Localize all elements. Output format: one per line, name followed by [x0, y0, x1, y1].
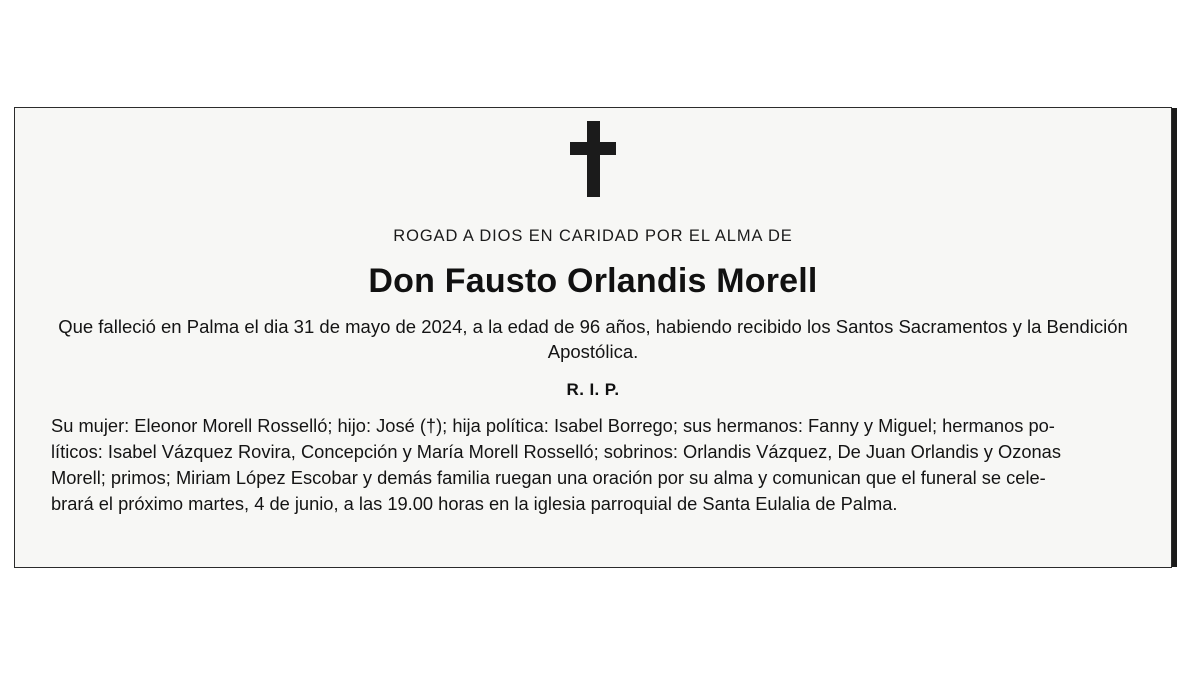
- announcement-line: Morell; primos; Miriam López Escobar y demás familia ruegan una oración por su alma y comunican que el funeral se cele-: [51, 467, 1046, 489]
- deceased-name: Don Fausto Orlandis Morell: [368, 262, 818, 300]
- cross-container: [49, 108, 1137, 197]
- cross-vertical-bar: [587, 121, 600, 197]
- death-details: [49, 315, 1137, 364]
- family-announcement: [49, 413, 1137, 517]
- announcement-line: Su mujer: Eleonor Morell Rosselló; hijo: José (†); hija política: Isabel Borrego; sus hermanos: Fanny y Miguel; hermanos po-: [51, 415, 1055, 437]
- death-details-line-1: Que falleció en Palma el dia 31 de mayo de 2024, a la edad de 96 años,: [58, 316, 651, 337]
- notice-inner: [15, 108, 1171, 567]
- death-details-line-2: habiendo recibido los Santos Sacramentos y la Bendición Apostólica.: [547, 316, 1128, 362]
- rip-text: R. I. P.: [566, 380, 620, 400]
- announcement-line: brará el próximo martes, 4 de junio, a las 19.00 horas en la iglesia parroquial de Santa Eulalia de Palma.: [51, 493, 898, 515]
- announcement-line: líticos: Isabel Vázquez Rovira, Concepción y María Morell Rosselló; sobrinos: Orlandis Vázquez, De Juan Orlandis y Ozonas: [51, 441, 1061, 463]
- obituary-notice-card: [14, 107, 1172, 568]
- cross-horizontal-bar: [570, 142, 616, 155]
- invocation-text: ROGAD A DIOS EN CARIDAD POR EL ALMA DE: [393, 227, 793, 245]
- latin-cross-icon: [570, 121, 616, 197]
